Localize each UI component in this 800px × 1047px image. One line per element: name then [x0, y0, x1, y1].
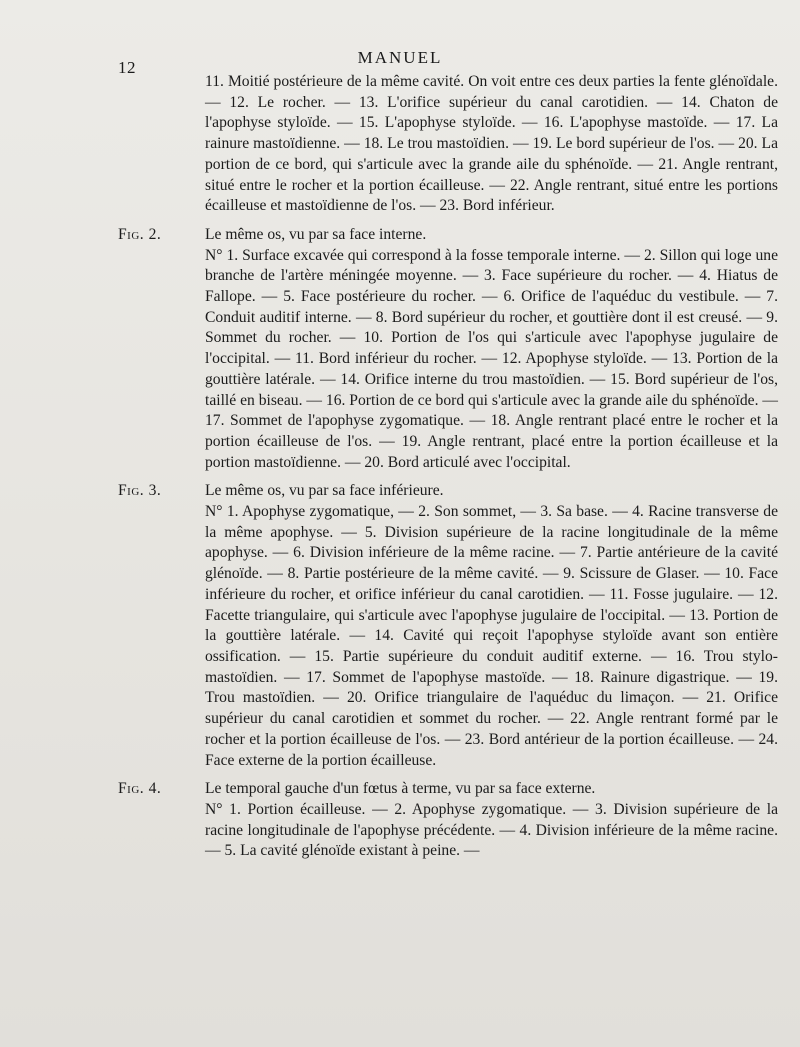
fig1-continuation: 11. Moitié postérieure de la même cavité. On voit entre ces deux parties la fente glénoïdale. — 12. Le rocher. — 13. L'orifice supérieur du canal carotidien. — 14. Chaton de l'apophyse styloïde. — 15. L'apophyse styloïde. — 16. L'apophyse mastoïde. — 17. La rainure mastoïdienne. — 18. Le trou mastoïdien. — 19. Le bord supérieur de l'os. — 20. La portion de ce bord, qui s'articule avec la grande aile du sphénoïde. — 21. Angle rentrant, situé entre le rocher et la portion écailleuse. — 22. Angle rentrant, situé entre les portions écailleuse et mastoïdienne de l'os. — 23. Bord inférieur.: [205, 73, 778, 215]
page-body: [118, 72, 778, 862]
figure-items: N° 1. Apophyse zygomatique, — 2. Son sommet, — 3. Sa base. — 4. Racine transverse de la même apophyse. — 5. Division supérieure de la racine longitudinale de la même apophyse. — 6. Division inférieure de la même racine. — 7. Partie antérieure de la cavité glénoïde. — 8. Partie postérieure de la même cavité. — 9. Scissure de Glaser. — 10. Face inférieure du rocher, et orifice inférieur du canal carotidien. — 11. Fosse jugulaire. — 12. Facette triangulaire, qui s'articule avec l'apophyse jugulaire de l'occipital. — 13. Portion de la gouttière latérale. — 14. Cavité qui reçoit l'apophyse styloïde avant son entière ossification. — 15. Partie supérieure du conduit auditif externe. — 16. Trou stylo-mastoïdien. — 17. Sommet de l'apophyse mastoïde. — 18. Rainure digastrique. — 19. Trou mastoïdien. — 20. Orifice triangulaire de l'aquéduc du limaçon. — 21. Orifice supérieur du canal carotidien et sommet du rocher. — 22. Angle rentrant formé par le rocher et la portion écailleuse de l'os. — 23. Bord antérieur de la portion écailleuse. — 24. Face externe de la portion écailleuse.: [205, 503, 778, 769]
figure-entry-4: [118, 779, 778, 862]
page-number: 12: [118, 58, 136, 77]
figure-caption: Le même os, vu par sa face interne.: [205, 225, 427, 243]
figure-entry-2: [118, 225, 778, 473]
figure-label: Fig. 3.: [118, 482, 162, 500]
figure-entry-3: [118, 481, 778, 771]
figure-caption: Le même os, vu par sa face inférieure.: [205, 482, 444, 500]
figure-label: Fig. 4.: [118, 780, 162, 798]
figure-items: N° 1. Surface excavée qui correspond à la fosse temporale interne. — 2. Sillon qui loge une branche de l'artère méningée moyenne. — 3. Face supérieure du rocher. — 4. Hiatus de Fallope. — 5. Face postérieure du rocher. — 6. Orifice de l'aquéduc du vestibule. — 7. Conduit auditif interne. — 8. Bord supérieur du rocher, et gouttière dont il est creusé. — 9. Sommet du rocher. — 10. Portion de l'os qui s'articule avec l'apophyse jugulaire de l'occipital. — 11. Bord inférieur du rocher. — 12. Apophyse styloïde. — 13. Portion de la gouttière latérale. — 14. Orifice interne du trou mastoïdien. — 15. Bord supérieur de l'os, taillé en biseau. — 16. Portion de ce bord qui s'articule avec la grande aile du sphénoïde. — 17. Sommet de l'apophyse zygomatique. — 18. Angle rentrant placé entre le rocher et la portion écailleuse de l'os. — 19. Angle rentrant, placé entre la portion écailleuse et la portion mastoïdienne. — 20. Bord articulé avec l'occipital.: [205, 246, 778, 471]
running-head: MANUEL: [357, 48, 443, 67]
figure-items: N° 1. Portion écailleuse. — 2. Apophyse zygomatique. — 3. Division supérieure de la racine longitudinale de l'apophyse précédente. — 4. Division inférieure de la même racine. — 5. La cavité glénoïde existant à peine. —: [205, 800, 778, 860]
figure-caption: Le temporal gauche d'un fœtus à terme, vu par sa face externe.: [205, 780, 596, 798]
figure-label: Fig. 2.: [118, 225, 162, 243]
